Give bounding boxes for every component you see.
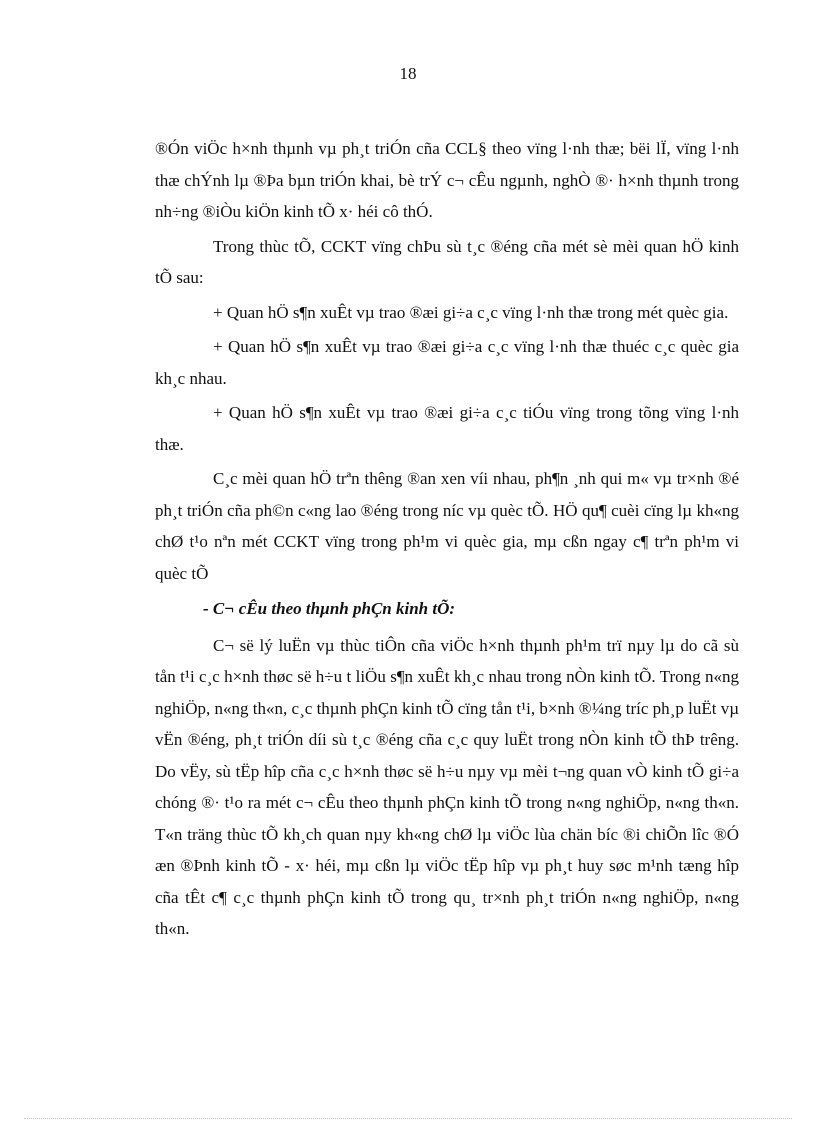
list-item: + Quan hÖ s¶n xuÊt vµ trao ®æi gi÷a c¸c vïng l·nh thæ thuéc c¸c quèc gia kh¸c nhau.: [155, 337, 739, 388]
list-item: + Quan hÖ s¶n xuÊt vµ trao ®æi gi÷a c¸c vïng l·nh thæ trong mét quèc gia.: [213, 302, 729, 322]
paragraph: ®Ón viÖc h×nh thµnh vµ ph¸t triÓn cña CCL§ theo vïng l·nh thæ; bëi lÏ, vïng l·nh thæ chÝnh lµ ®Þa bµn triÓn khai, bè trÝ c¬ cÊu ngµnh, nghÒ ®· h×nh thµnh trong nh÷ng ®iÒu kiÖn kinh tÕ x· héi cô thÓ.: [155, 139, 739, 221]
paragraph: Trong thùc tÕ, CCKT vïng chÞu sù t¸c ®éng cña mét sè mèi quan hÖ kinh tÕ sau:: [155, 236, 739, 287]
section-heading: - C¬ cÊu theo thµnh phÇn kinh tÕ:: [203, 599, 456, 618]
list-item: + Quan hÖ s¶n xuÊt vµ trao ®æi gi÷a c¸c tiÓu vïng trong tõng vïng l·nh thæ.: [155, 403, 739, 454]
paragraph: C¬ së lý luËn vµ thùc tiÔn cña viÖc h×nh thµnh ph¹m trï nµy lµ do cã sù tån t¹i c¸c h×nh thøc së h÷u t liÖu s¶n xuÊt kh¸c nhau trong nÒn kinh tÕ. Trong n«ng nghiÖp, n«ng th«n, c¸c thµnh phÇn kinh tÕ cïng tån t¹i, b×nh ®¼ng tríc ph¸p luËt vµ vËn ®éng, ph¸t triÓn díi sù t¸c ®éng cña c¸c quy luËt trong nÒn kinh tÕ thÞ trêng. Do vËy, sù tËp hîp cña c¸c h×nh thøc së h÷u nµy vµ mèi t¬ng quan vÒ kinh tÕ gi÷a chóng ®· t¹o ra mét c¬ cÊu theo thµnh phÇn kinh tÕ trong n«ng nghiÖp, n«ng th«n. T«n träng thùc tÕ kh¸ch quan nµy kh«ng chØ lµ viÖc lùa chän bíc ®i chiÕn lîc ®Ó æn ®Þnh kinh tÕ - x· héi, mµ cßn lµ viÖc tËp hîp vµ ph¸t huy søc m¹nh tæng hîp cña tÊt c¶ c¸c thµnh phÇn kinh tÕ trong qu¸ tr×nh ph¸t triÓn n«ng nghiÖp, n«ng th«n.: [155, 635, 739, 938]
document-body: [155, 133, 739, 948]
paragraph: C¸c mèi quan hÖ trªn thêng ®an xen víi nhau, ph¶n ¸nh qui m« vµ tr×nh ®é ph¸t triÓn cña ph©n c«ng lao ®éng trong níc vµ quèc tÕ. HÖ qu¶ cuèi cïng lµ kh«ng chØ t¹o nªn mét CCKT vïng trong ph¹m vi quèc gia, mµ cßn ngay c¶ trªn ph¹m vi quèc tÕ: [155, 469, 739, 583]
page-number: 18: [399, 64, 417, 83]
page-bottom-divider: [24, 1118, 792, 1119]
